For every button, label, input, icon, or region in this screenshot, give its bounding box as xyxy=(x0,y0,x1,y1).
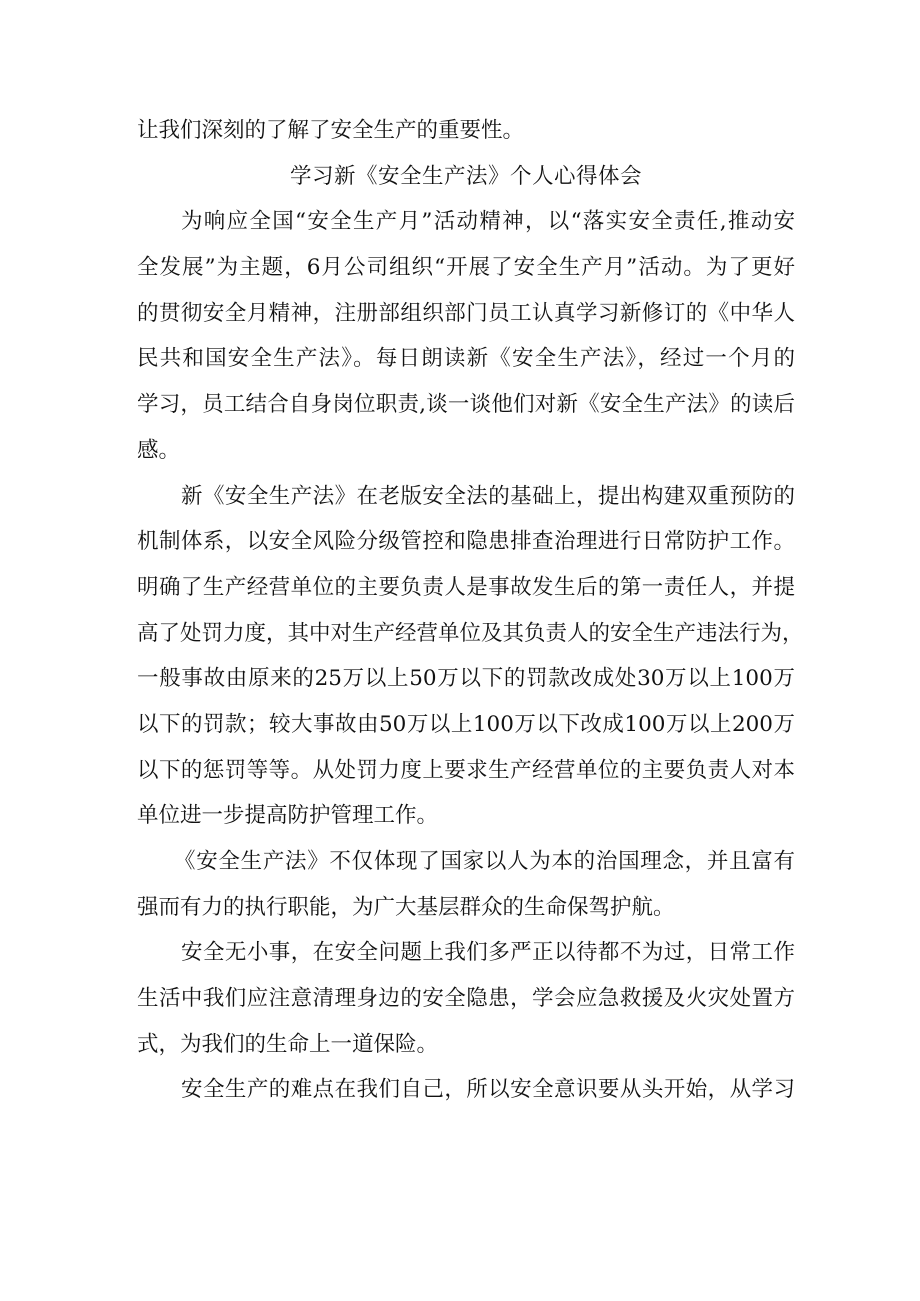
text-line: 民共和国安全生产法》。每日朗读新《安全生产法》，经过一个月的 xyxy=(137,346,795,372)
text-line: 的贯彻安全月精神，注册部组织部门员工认真学习新修订的《中华人 xyxy=(137,300,795,326)
text-line: 让我们深刻的了解了安全生产的重要性。 xyxy=(137,118,525,143)
text-line: 安全生产的难点在我们自己，所以安全意识要从头开始，从学习 xyxy=(181,1077,795,1103)
document-body xyxy=(137,108,804,1113)
text-line: 机制体系，以安全风险分级管控和隐患排查治理进行日常防护工作。 xyxy=(137,529,795,555)
text-line: 全发展”为主题，6月公司组织“开展了安全生产月”活动。为了更好 xyxy=(137,255,795,281)
text-line: 为响应全国“安全生产月”活动精神，以“落实安全责任,推动安 xyxy=(181,209,795,235)
text-line: 一般事故由原来的25万以上50万以下的罚款改成处30万以上100万 xyxy=(137,666,795,692)
text-line: 强而有力的执行职能，为广大基层群众的生命保驾护航。 xyxy=(137,894,675,920)
text-line: 新《安全生产法》在老版安全法的基础上，提出构建双重预防的 xyxy=(181,483,795,509)
text-line: 单位进一步提高防护管理工作。 xyxy=(137,803,439,829)
text-line: 学习，员工结合自身岗位职责,谈一谈他们对新《安全生产法》的读后 xyxy=(137,392,795,418)
text-line: 感。 xyxy=(137,437,181,463)
text-line: 明确了生产经营单位的主要负责人是事故发生后的第一责任人，并提 xyxy=(137,574,795,600)
text-line: 以下的罚款；较大事故由50万以上100万以下改成100万以上200万 xyxy=(137,711,795,737)
text-line: 以下的惩罚等等。从处罚力度上要求生产经营单位的主要负责人对本 xyxy=(137,757,795,783)
text-line: 生活中我们应注意清理身边的安全隐患，学会应急救援及火灾处置方 xyxy=(137,986,795,1012)
text-line: 高了处罚力度，其中对生产经营单位及其负责人的安全生产违法行为， xyxy=(137,620,804,646)
document-title: 学习新《安全生产法》个人心得体会 xyxy=(289,163,642,189)
text-line: 安全无小事，在安全问题上我们多严正以待都不为过，日常工作 xyxy=(181,940,795,966)
text-line: 《安全生产法》不仅体现了国家以人为本的治国理念，并且富有 xyxy=(174,849,795,874)
text-line: 式，为我们的生命上一道保险。 xyxy=(137,1031,439,1057)
